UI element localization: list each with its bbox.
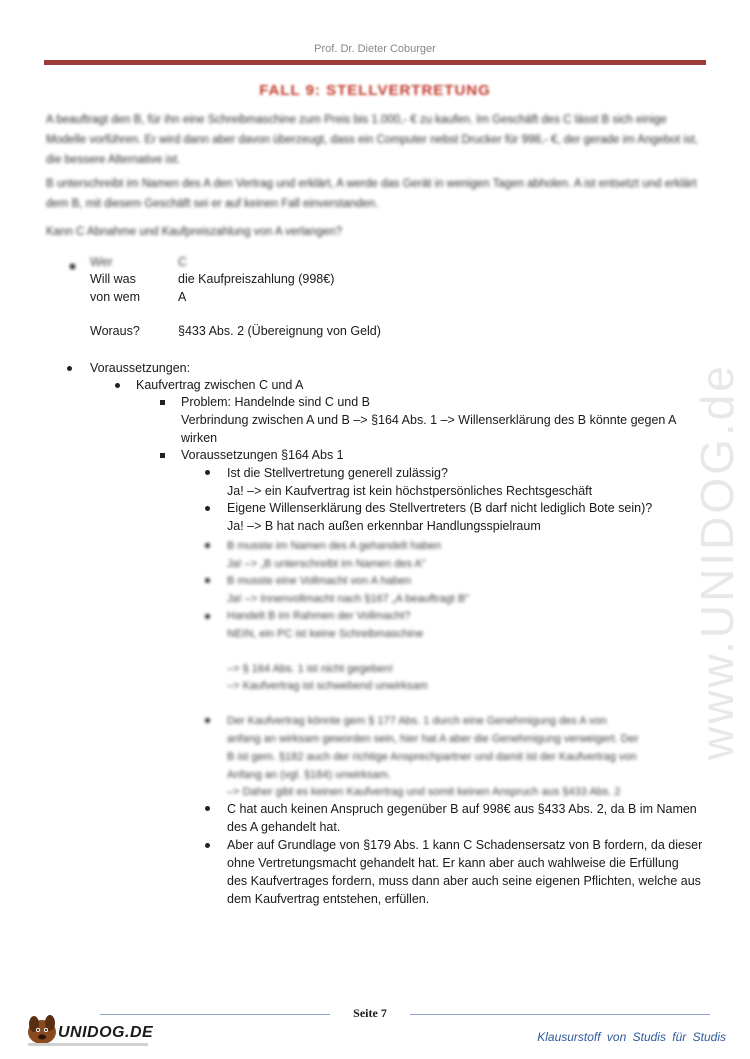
genehmigung-line-3: B ist gem. §182 auch der richtige Ansprechpartner und damit ist der Kaufvertrag von — [227, 751, 637, 763]
item-5-question: Handelt B im Rahmen der Vollmacht? — [227, 610, 411, 622]
problem-line-2: Verbrindung zwischen A und B –> §164 Abs. 1 –> Willenserklärung des B könnte gegen A wirken — [181, 413, 676, 445]
v164-label: Voraussetzungen §164 Abs 1 — [181, 448, 344, 462]
p179-line-4: dem Kaufvertrag entstehen, erfüllen. — [227, 892, 430, 906]
item-5-answer: NEIN, ein PC ist keine Schreibmaschine — [227, 628, 424, 640]
wer-value: C — [178, 255, 188, 269]
header-rule — [44, 60, 706, 65]
will-was-value: die Kaufpreiszahlung (998€) — [178, 272, 335, 286]
bullet-item-5 — [205, 614, 210, 619]
intro-paragraph-2: B unterschreibt im Namen des A den Vertrag und erklärt, A werde das Gerät in wenigen Tagen abholen. A ist entsetzt und erklärt dem B, mit diesem Geschäft sei er auf keinen Fall einverstanden. — [46, 178, 697, 210]
watermark: www.UNIDOG.de — [691, 363, 743, 760]
item-1-question: Ist die Stellvertretung generell zulässig? — [227, 466, 448, 480]
item-2-answer: Ja! –> B hat nach außen erkennbar Handlungsspielraum — [227, 519, 541, 533]
genehmigung-line-4: Anfang an (vgl. §184) unwirksam. — [227, 769, 391, 781]
conclusion-2: –> Kaufvertrag ist schwebend unwirksam — [227, 680, 428, 692]
item-1-answer: Ja! –> ein Kaufvertrag ist kein höchstpersönliches Rechtsgeschäft — [227, 484, 593, 498]
bullet-kaufvertrag — [115, 383, 120, 388]
genehmigung-line-5: –> Daher gibt es keinen Kaufvertrag und somit keinen Anspruch aus §433 Abs. 2 — [227, 786, 621, 798]
conclusion-1: –> § 164 Abs. 1 ist nicht gegeben! — [227, 663, 394, 675]
von-wem-label: von wem — [90, 290, 141, 304]
b-anspruch-line-2: des A gehandelt hat. — [227, 820, 341, 834]
item-4-answer: Ja! –> Innenvollmacht nach §167 „A beauftragt B" — [227, 593, 470, 605]
intro-paragraph-1: A beauftragt den B, für ihn eine Schreibmaschine zum Preis bis 1.000,- € zu kaufen. Im Geschäft des C lässt B sich einige Modelle vorführen. Er wird dann aber davon überzeugt, dass ein Computer nebst Drucker für 998,- €, der gerade im Angebot ist, die bessere Alternative ist. — [46, 114, 699, 166]
item-3-answer: Ja! –> „B unterschreibt im Namen des A" — [227, 558, 426, 570]
b-anspruch-line-1: C hat auch keinen Anspruch gegenüber B auf 998€ aus §433 Abs. 2, da B im Namen — [227, 802, 697, 816]
item-2-question: Eigene Willenserklärung des Stellvertreters (B darf nicht lediglich Bote sein)? — [227, 501, 653, 515]
bullet-item-2 — [205, 506, 210, 511]
footer-rule-left — [100, 1014, 330, 1015]
p179-line-1: Aber auf Grundlage von §179 Abs. 1 kann C Schadensersatz von B fordern, da dieser — [227, 838, 703, 852]
bullet-voraussetzungen — [67, 366, 72, 371]
page-header: Prof. Dr. Dieter Coburger — [314, 43, 436, 55]
p179-line-2: ohne Vertretungsmacht gehandelt hat. Er kann aber auch wahlweise die Erfüllung — [227, 856, 679, 870]
footer-rule-right — [410, 1014, 710, 1015]
bullet-item-4 — [205, 578, 210, 583]
will-was-label: Will was — [90, 272, 136, 286]
von-wem-value: A — [178, 290, 187, 304]
kaufvertrag-label: Kaufvertrag zwischen C und A — [136, 378, 304, 392]
woraus-label: Woraus? — [90, 324, 140, 338]
woraus-value: §433 Abs. 2 (Übereignung von Geld) — [178, 324, 381, 338]
intro-question: Kann C Abnahme und Kaufpreiszahlung von A verlangen? — [46, 226, 343, 238]
item-4-question: B musste eine Vollmacht von A haben — [227, 575, 412, 587]
wer-label: Wer — [90, 255, 113, 269]
problem-line-1: Problem: Handelnde sind C und B — [181, 395, 371, 409]
page-number: Seite 7 — [353, 1006, 387, 1020]
bullet-p179 — [205, 843, 210, 848]
bullet-problem — [160, 400, 165, 405]
logo-text: UNIDOG.DE — [58, 1024, 154, 1041]
item-3-question: B musste im Namen des A gehandelt haben — [227, 540, 442, 552]
bullet-genehmigung — [205, 718, 210, 723]
voraussetzungen-label: Voraussetzungen: — [90, 361, 191, 375]
bullet-b-anspruch — [205, 806, 210, 811]
genehmigung-line-1: Der Kaufvertrag könnte gem § 177 Abs. 1 durch eine Genehmigung des A von — [227, 715, 607, 727]
footer-tagline: Klausurstoff von Studis für Studis — [537, 1030, 726, 1044]
p179-line-3: des Kaufvertrages fordern, muss dann aber auch seine eigenen Pflichten, welche aus — [227, 874, 701, 888]
genehmigung-line-2: anfang an wirksam geworden sein, hier hat A aber die Genehmigung verweigert. Der — [227, 733, 639, 745]
wer-bullet — [70, 264, 75, 269]
bullet-v164 — [160, 453, 165, 458]
case-title: FALL 9: STELLVERTRETUNG — [259, 82, 491, 99]
bullet-item-3 — [205, 543, 210, 548]
bullet-item-1 — [205, 470, 210, 475]
